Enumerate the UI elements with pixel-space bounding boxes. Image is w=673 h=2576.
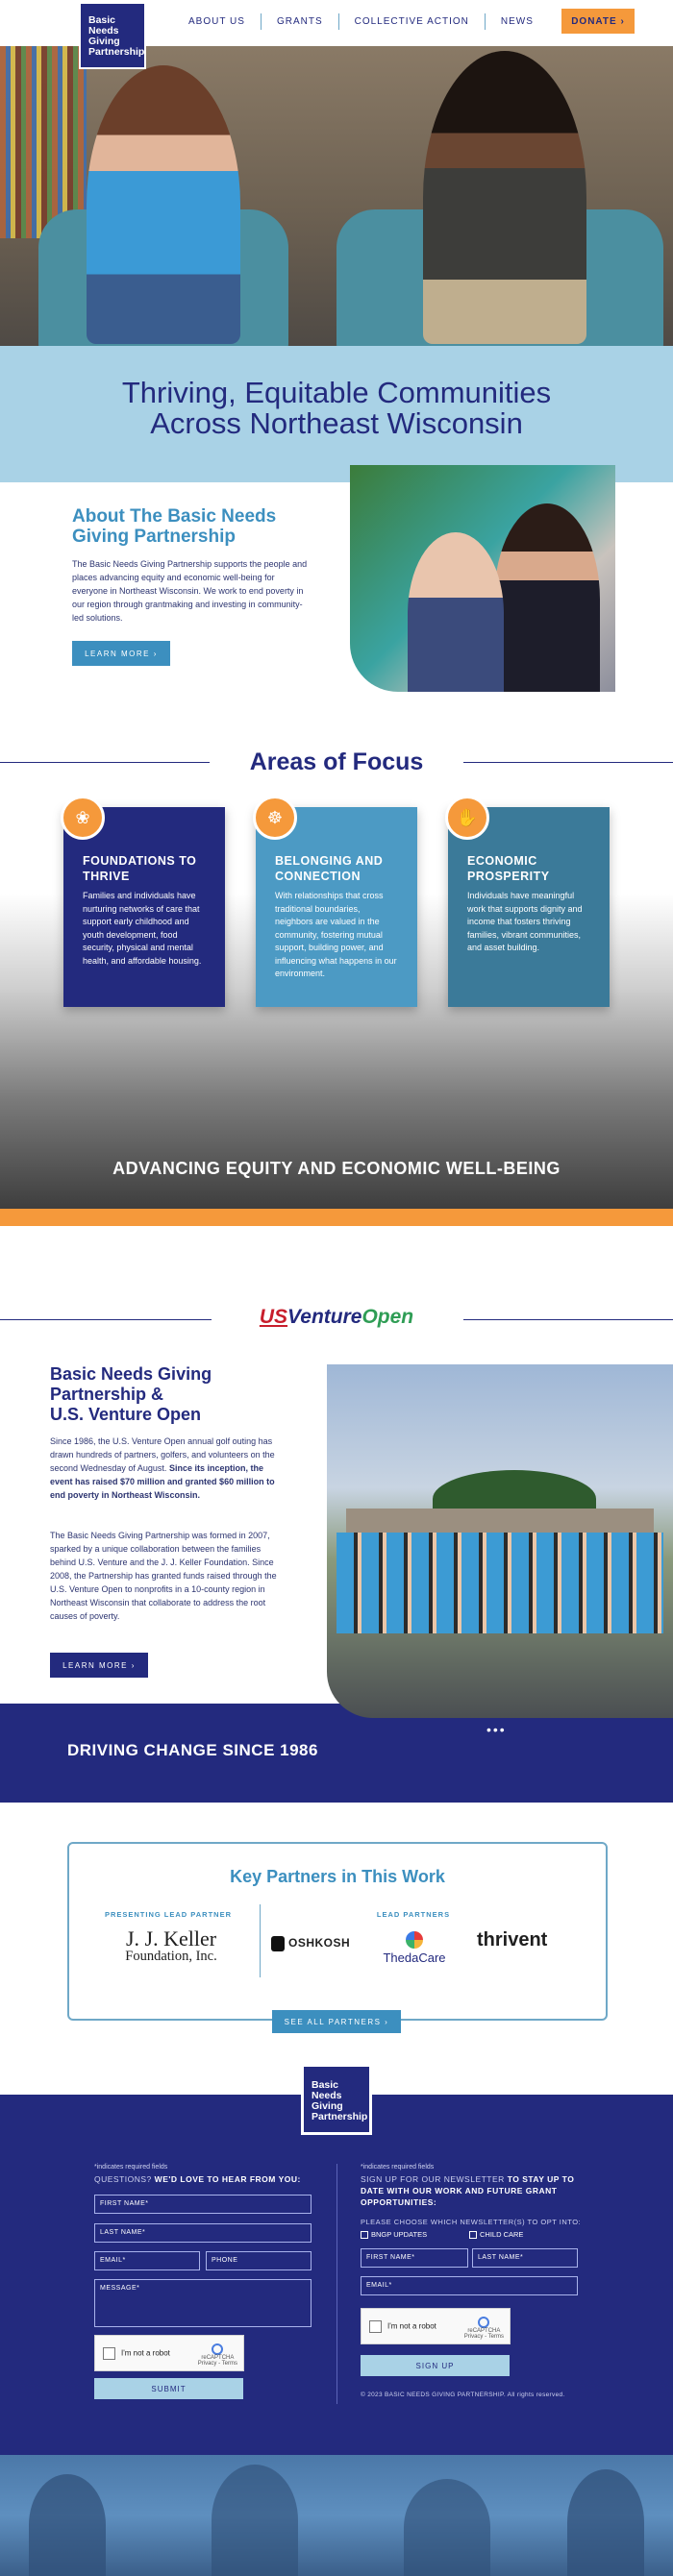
golf-group-photo <box>327 1364 673 1718</box>
newsletter-choose-label: PLEASE CHOOSE WHICH NEWSLETTER(S) TO OPT INTO: <box>361 2218 582 2226</box>
logo-open: Open <box>361 1306 414 1328</box>
person-graphic <box>567 2469 644 2576</box>
contact-form-heading <box>94 2173 315 2185</box>
checkbox[interactable] <box>361 2231 368 2239</box>
child-graphic <box>408 532 504 692</box>
newsletter-heading <box>361 2173 582 2208</box>
venture-title-line: Basic Needs Giving <box>50 1364 212 1384</box>
copyright-text: © 2023 BASIC NEEDS GIVING PARTNERSHIP. All rights reserved. <box>361 2392 565 2398</box>
driving-change-text: DRIVING CHANGE SINCE 1986 <box>67 1741 318 1759</box>
footer-column-divider <box>336 2164 337 2404</box>
recaptcha-checkbox[interactable] <box>103 2347 115 2360</box>
required-note: *indicates required fields <box>361 2164 435 2171</box>
recaptcha-brand-text: reCAPTCHA <box>467 2328 501 2334</box>
recaptcha-logo-icon <box>478 2317 489 2328</box>
checkbox[interactable] <box>469 2231 477 2239</box>
venture-title-line: Partnership & <box>50 1385 164 1404</box>
thedacare-flower-icon <box>406 1931 423 1949</box>
venture-text-1 <box>50 1435 281 1502</box>
oshkosh-text: OSHKOSH <box>288 1936 351 1950</box>
contact-submit-button[interactable]: SUBMIT <box>94 2378 243 2399</box>
about-text: The Basic Needs Giving Partnership supports the people and places advancing equity and economic well-being for everyone in Northeast Wisconsin. We work to end poverty in our region through grantmaking and investing in community-led solutions. <box>72 559 308 623</box>
newsletter-last-name-field[interactable]: LAST NAME* <box>472 2248 578 2268</box>
focus-card-text: With relationships that cross traditional boundaries, neighbors are valued in the community, fostering mutual support, building power, and influencing what happens in our environment. <box>275 891 397 978</box>
contact-first-name-field[interactable]: FIRST NAME* <box>94 2195 312 2214</box>
person-graphic <box>494 503 600 692</box>
venture-text-bold: Since its inception, the event has raised $70 million and granted $60 million to end poverty in Northeast Wisconsin. <box>50 1463 275 1500</box>
newsletter-heading-bold: TO STAY UP TO DATE WITH OUR WORK AND FUTURE GRANT OPPORTUNITIES: <box>361 2174 575 2207</box>
see-all-partners-button[interactable]: SEE ALL PARTNERS › <box>272 2010 401 2033</box>
focus-card-belonging <box>256 807 417 1007</box>
handshake-icon: ✋ <box>445 796 489 840</box>
slider-dots[interactable]: ••• <box>486 1722 507 1737</box>
person-graphic <box>404 2479 490 2576</box>
contact-message-field[interactable]: MESSAGE* <box>94 2279 312 2327</box>
logo-line: Needs <box>312 2090 342 2101</box>
focus-card-economic <box>448 807 610 1007</box>
jj-keller-logo <box>94 1926 248 1965</box>
oshkosh-mark-icon <box>271 1936 285 1951</box>
venture-title-line: U.S. Venture Open <box>50 1405 202 1424</box>
focus-card-title: ECONOMIC PROSPERITY <box>467 854 550 883</box>
people-circle-icon: ☸ <box>253 796 297 840</box>
hero-title-line: Across Northeast Wisconsin <box>150 406 523 440</box>
logo-us: US <box>259 1306 288 1328</box>
recaptcha-brand-text: reCAPTCHA <box>201 2355 235 2361</box>
recaptcha-brand <box>198 2343 237 2367</box>
person-graphic <box>423 51 586 344</box>
focus-card-title: FOUNDATIONS TO THRIVE <box>83 854 197 883</box>
about-title: About The Basic Needs Giving Partnership <box>72 506 277 547</box>
oshkosh-logo <box>271 1936 350 1951</box>
recaptcha-terms: Privacy - Terms <box>197 2361 237 2367</box>
footer-logo[interactable] <box>301 2064 372 2135</box>
contact-email-field[interactable]: EMAIL* <box>94 2251 200 2270</box>
newsletter-heading-prefix: SIGN UP FOR OUR NEWSLETTER <box>361 2174 505 2184</box>
jjk-line: Foundation, Inc. <box>125 1949 217 1964</box>
logo-line: Needs <box>88 25 119 37</box>
logo-line: Giving <box>312 2100 343 2112</box>
logo-line: Partnership <box>312 2111 368 2122</box>
hero-title-line: Thriving, Equitable Communities <box>121 376 552 409</box>
newsletter-email-field[interactable]: EMAIL* <box>361 2276 578 2295</box>
about-photo <box>350 465 615 692</box>
focus-card-title: BELONGING AND CONNECTION <box>275 854 384 883</box>
donate-button[interactable]: DONATE › <box>561 9 635 34</box>
option-label: CHILD CARE <box>480 2230 524 2239</box>
orange-divider-bar <box>0 1209 673 1226</box>
venture-learn-more-button[interactable]: LEARN MORE › <box>50 1653 148 1678</box>
thedacare-text: ThedaCare <box>383 1950 446 1965</box>
logo-venture: Venture <box>287 1306 362 1328</box>
recaptcha-terms: Privacy - Terms <box>463 2334 504 2340</box>
newsletter-first-name-field[interactable]: FIRST NAME* <box>361 2248 468 2268</box>
jjk-line: J. J. Keller <box>125 1926 217 1950</box>
recaptcha-label: I'm not a robot <box>121 2348 170 2358</box>
contact-recaptcha[interactable] <box>94 2335 244 2371</box>
nav-about-us[interactable]: ABOUT US <box>173 13 262 30</box>
main-nav <box>173 13 549 30</box>
newsletter-option-child-care[interactable] <box>469 2230 523 2239</box>
thrivent-logo: thrivent <box>477 1929 548 1950</box>
partners-title: Key Partners in This Work <box>230 1867 445 1886</box>
logo-line: Basic <box>312 2079 339 2091</box>
thedacare-logo <box>373 1931 456 1965</box>
contact-heading-prefix: QUESTIONS? <box>94 2174 152 2184</box>
focus-card-text: Individuals have meaningful work that supports dignity and income that fosters thriving families, vibrant communities, and asset building. <box>467 891 583 952</box>
divider-line <box>0 1319 212 1320</box>
site-logo[interactable] <box>79 2 146 69</box>
nav-grants[interactable]: GRANTS <box>262 13 339 30</box>
people-group-graphic <box>336 1533 663 1633</box>
recaptcha-brand <box>464 2317 504 2340</box>
focus-card-text: Families and individuals have nurturing networks of care that support early childhood and youth development, food security, physical and mental health, and affordable housing. <box>83 891 202 966</box>
contact-heading-bold: WE'D LOVE TO HEAR FROM YOU: <box>154 2174 301 2184</box>
presenting-partner-label: PRESENTING LEAD PARTNER <box>104 1910 233 1919</box>
logo-line: Basic <box>88 14 116 26</box>
newsletter-option-bngp[interactable] <box>361 2230 427 2239</box>
logo-line: Giving <box>88 36 120 47</box>
advancing-banner-text: ADVANCING EQUITY AND ECONOMIC WELL-BEING <box>112 1159 561 1178</box>
lead-partners-label: LEAD PARTNERS <box>376 1910 451 1919</box>
newsletter-recaptcha[interactable] <box>361 2308 511 2344</box>
option-label: BNGP UPDATES <box>371 2230 428 2239</box>
newsletter-signup-button[interactable]: SIGN UP <box>361 2355 510 2376</box>
hero-photo <box>0 46 673 346</box>
about-learn-more-button[interactable]: LEARN MORE › <box>72 641 170 666</box>
us-venture-open-logo <box>255 1306 418 1329</box>
focus-card-foundations <box>63 807 225 1007</box>
venture-text-2: The Basic Needs Giving Partnership was formed in 2007, sparked by a unique collaboration between the families behind U.S. Venture and the J. J. Keller Foundation. Since 2008, the Partnership has granted funds raised through the U.S. Venture Open to nonprofits in a 10-county region in Northeast Wisconsin that collaborate to address the root causes of poverty. <box>50 1531 277 1621</box>
partners-divider <box>260 1904 261 1977</box>
person-graphic <box>87 65 240 344</box>
venture-title <box>50 1364 281 1425</box>
recaptcha-label: I'm not a robot <box>387 2321 436 2331</box>
logo-line: Partnership <box>88 46 145 58</box>
contact-last-name-field[interactable]: LAST NAME* <box>94 2223 312 2243</box>
person-graphic <box>212 2465 298 2576</box>
person-graphic <box>29 2474 106 2576</box>
recaptcha-checkbox[interactable] <box>369 2320 382 2333</box>
focus-title: Areas of Focus <box>249 748 424 775</box>
divider-line <box>463 1319 673 1320</box>
bottom-photo-strip <box>0 2455 673 2576</box>
hero-title <box>0 378 673 439</box>
contact-phone-field[interactable]: PHONE <box>206 2251 312 2270</box>
venture-text-plain: Since 1986, the U.S. Venture Open annual golf outing has drawn hundreds of partners, golfers, and volunteers on the second Wednesday of August. <box>50 1436 275 1473</box>
hand-heart-icon: ❀ <box>61 796 105 840</box>
nav-collective-action[interactable]: COLLECTIVE ACTION <box>339 13 486 30</box>
nav-news[interactable]: NEWS <box>500 16 534 27</box>
required-note: *indicates required fields <box>94 2164 168 2171</box>
recaptcha-logo-icon <box>212 2343 223 2355</box>
